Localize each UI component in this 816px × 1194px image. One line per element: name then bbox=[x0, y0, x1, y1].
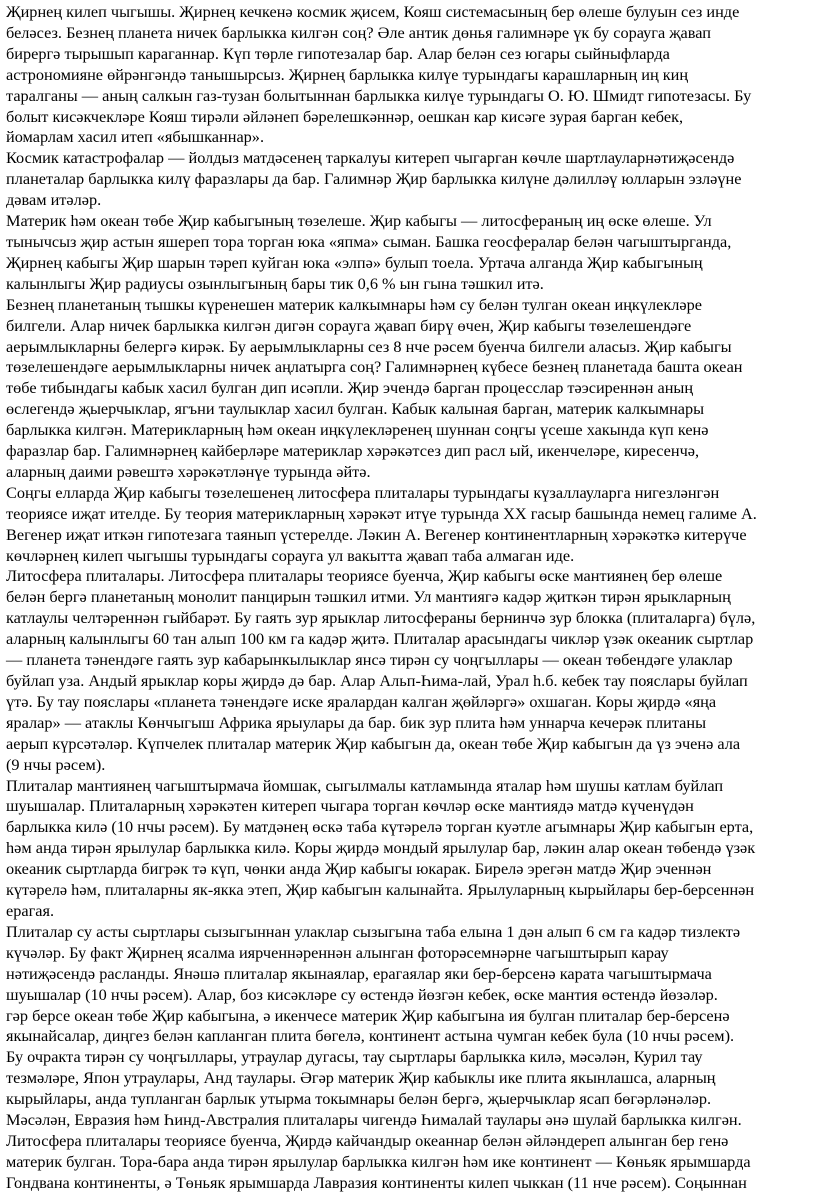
text-line: яралар» — атаклы Көнчыгыш Африка ярыулары да бар. бик зур плита һәм уннарча кечерәк плитаны bbox=[6, 712, 707, 732]
text-line: төзелешендәге аерымлыкларны ничек аңлатырга соң? Галимнәрнең күбесе безнең планетада башта океан bbox=[6, 357, 743, 377]
text-line: теориясе иҗат ителде. Бу теория материкларның хәрәкәт итүе турында XX гасыр башында немец галиме А. bbox=[6, 503, 757, 523]
text-line: Плиталар мантиянең чагыштырмача йомшак, сыгылмалы катламында яталар һәм шушы катлам буйлап bbox=[6, 775, 724, 795]
text-line: аларның калынлыгы 60 тан алып 100 км га кадәр җитә. Плиталар арасындагы чикләр үзәк океаник сыртлар bbox=[6, 629, 754, 649]
paragraph-cosmic-catastrophes bbox=[6, 148, 810, 211]
text-line: бирергә тырышып караганнар. Күп төрле гипотезалар бар. Алар белән сез югары сыйныфларда bbox=[6, 43, 670, 63]
text-line: шуышалар. Плиталарның хәрәкәтен китереп чыгара торган көчләр өске мантиядә матдә күченүдән bbox=[6, 796, 694, 816]
text-line: нәтиҗәсендә расланды. Янәшә плиталар якынаялар, ерагаялар яки бер-берсенә карата чагыштырмача bbox=[6, 963, 712, 983]
text-line: дәвам итәләр. bbox=[6, 190, 102, 210]
paragraph-plate-motion bbox=[6, 776, 810, 922]
paragraph-crust-structure bbox=[6, 211, 810, 295]
text-line: өслегендә җыерчыклар, ягъни таулыклар хасил булган. Кабык калынaя барган, материк калкымнары bbox=[6, 399, 705, 419]
text-line: Соңгы елларда Җир кабыгы төзелешенең литосфера плиталары турындагы күзаллауларга нигезләнгән bbox=[6, 482, 720, 502]
text-line: Бу очракта тирән су чоңгыллары, утраулар дугасы, тау сыртлары барлыкка килә, мәсәлән, Курил тау bbox=[6, 1047, 703, 1067]
text-line: тынычсыз җир астын яшереп тора торган юка «япма» сыман. Башка геосфералар белән чагыштырганда, bbox=[6, 231, 732, 251]
text-line: Литосфера плиталары. Литосфера плиталары теориясе буенча, Җир кабыгы өске мантиянең бер өлеше bbox=[6, 566, 723, 586]
text-line: Гондвана континенты, ә Төньяк ярымшарда Лавразия континенты килеп чыккан (11 нче рәсем). Соңыннан bbox=[6, 1172, 747, 1192]
paragraph-lithosphere-plates bbox=[6, 566, 810, 775]
text-line: океаник сыртларда бигрәк тә күп, чөнки анда Җир кабыгы юкарак. Бирелә эрегән матдә Җир эченнән bbox=[6, 859, 712, 879]
text-line: үтә. Бу тау пояслары «планета тәнендәге иске яралардан калган җөйләргә» охшаган. Коры җирдә «яңа bbox=[6, 691, 717, 711]
text-line: аларның даими рәвештә хәрәкәтләнүе турында әйтә. bbox=[6, 461, 371, 481]
text-line: аерымлыкларны белергә кирәк. Бу аерымлыкларны сез 8 нче рәсем буенча билгели аласыз. Җир кабыгы bbox=[6, 336, 732, 356]
text-line: якынайсалар, диңгез белән капланган плита бөгелә, континент астына чумган кебек була (10 нчы рәсем). bbox=[6, 1026, 735, 1046]
text-line: материк булган. Тора-бара анда тирән ярылулар барлыкка килгән һәм ике континент — Көньяк ярымшарда bbox=[6, 1151, 751, 1171]
paragraph-plate-speed bbox=[6, 922, 810, 1194]
text-line: Мәсәлән, Евразия һәм Һинд-Австралия плиталары чигендә Һималай таулары әнә шулай барлыкка килгән. bbox=[6, 1110, 742, 1130]
text-line: шуышалар (10 нчы рәсем). Алар, боз кисәкләре су өстендә йөзгән кебек, өске мантия өстендә йөзәләр. bbox=[6, 984, 718, 1004]
text-line: аерып күрсәтәләр. Күпчелек плиталар материк Җир кабыгын да, океан төбе Җир кабыгын да үз эченә ала bbox=[6, 733, 741, 753]
text-line: Литосфера плиталары теориясе буенча, Җирдә кайчандыр океаннар белән әйләндереп алынган бер генә bbox=[6, 1130, 729, 1150]
text-line: Вегенер иҗат иткән гипотезага таянып үстерелде. Ләкин А. Вегенер континентларның хәрәкәткә китерүче bbox=[6, 524, 747, 544]
text-line: ерагая. bbox=[6, 900, 55, 920]
text-line: фаразлар бар. Галимнәрнең кайберләре материклар хәрәкәтсез дип расл ый, икенчеләре, киресенчә, bbox=[6, 441, 700, 461]
text-line: кырыйлары, анда тупланган барлык утырма токымнары белән бергә, җыерчыклар ясап бөгәрләнәләр. bbox=[6, 1089, 712, 1109]
text-line: (9 нчы рәсем). bbox=[6, 754, 106, 774]
text-line: белән бергә планетаның монолит панцирын тәшкил итми. Ул мантиягә кадәр җиткән тирән ярыкларның bbox=[6, 587, 731, 607]
text-line: — планета тәнендәге гаять зур кабарынкылыклар янсә тирән су чоңгыллары — океан төбендәге улаклар bbox=[6, 650, 733, 670]
text-line: таралганы — аның салкын газ-тузан болытыннан барлыкка килүе турындагы О. Ю. Шмидт гипотезасы. Бу bbox=[6, 85, 752, 105]
paragraph-earth-origin bbox=[6, 2, 810, 148]
text-line: Җирнең кабыгы Җир шарын тәреп куйган юка «элпә» булып тоела. Уртача алганда Җир кабыгының bbox=[6, 252, 703, 272]
text-line: буйлап уза. Андый ярыклар коры җирдә дә бар. Алар Альп-Һима-лай, Урал һ.б. кебек тау пояслары буйлап bbox=[6, 671, 748, 690]
text-line: планеталар барлыкка килү фаразлары да бар. Галимнәр Җир барлыкка килүне дәлилләү юлларын эзләүне bbox=[6, 169, 742, 189]
text-line: көчләрнең килеп чыгышы турындагы сорауга ул вакытта җавап таба алмаган иде. bbox=[6, 545, 575, 565]
paragraph-planet-appearance bbox=[6, 295, 810, 483]
text-line: беләсез. Безнең планета ничек барлыкка килгән соң? Әле антик дөнья галимнәре үк бу сорауга җавап bbox=[6, 22, 711, 42]
text-line: Безнең планетаның тышкы күренешен материк калкымнары һәм су белән тулган океан иңкүлекләре bbox=[6, 294, 702, 314]
text-line: Плиталар су асты сыртлары сызыгыннан улаклар сызыгына таба елына 1 дән алып 6 см га кадәр тизлектә bbox=[6, 921, 741, 941]
text-line: Космик катастрофалар — йолдыз матдәсенең таркалуы китереп чыгарган көчле шартлауларнәтиҗәсендә bbox=[6, 148, 735, 168]
text-line: күчәләр. Бу факт Җирнең ясалма иярченнәреннән алынган фоторәсемнәрне чагыштырып карау bbox=[6, 942, 669, 962]
text-line: билгели. Алар ничек барлыкка килгән дигән сорауга җавап бирү өчен, Җир кабыгы төзелешендәге bbox=[6, 315, 692, 335]
text-line: күтәрелә һәм, плиталарны як-якка этеп, Җир кабыгын калынайта. Ярылуларның кырыйлары бер-берсеннән bbox=[6, 880, 755, 900]
text-line: гәр берсе океан төбе Җир кабыгына, ә икенчесе материк Җир кабыгына ия булган плиталар бер-берсенә bbox=[6, 1005, 730, 1025]
text-line: Материк һәм океан төбе Җир кабыгының төзелеше. Җир кабыгы — литосфераның иң өске өлеше. Ул bbox=[6, 211, 712, 231]
text-line: болыт кисәкчекләре Кояш тирәли әйләнеп бәрелешкәннәр, оешкан кар кисәге зурая барган кебек, bbox=[6, 106, 684, 126]
text-line: йомарлам хасил итеп «ябышканнар». bbox=[6, 127, 265, 147]
text-line: тезмәләре, Япон утраулары, Анд таулары. Әгәр материк Җир кабыклы ике плита якынлашса, аларның bbox=[6, 1068, 716, 1088]
text-line: төбе тибындагы кабык хасил булган дип исәпли. Җир эчендә барган процесслар тәэсиреннән аның bbox=[6, 378, 694, 398]
text-line: һәм анда тирән ярылулар барлыкка килә. Коры җирдә мондый ярылулар бар, ләкин алар океан төбендә үзәк bbox=[6, 838, 756, 858]
text-line: калынлыгы Җир радиусы озынлыгының бары тик 0,6 % ын гына тәшкил итә. bbox=[6, 273, 544, 293]
text-line: катлаулы челтәреннән гыйбарәт. Бу гаять зур ярыклар литосфераны бернинчә зур блокка (плиталарга) бүлә, bbox=[6, 608, 756, 628]
text-line: барлыкка килә (10 нчы рәсем). Бу матдәнең өскә таба күтәрелә торган куәтле агымнары Җир кабыгын ерта, bbox=[6, 817, 754, 837]
text-line: Җирнең килеп чыгышы. Җирнең кечкенә космик җисем, Кояш системасының бер өлеше булуын сез инде bbox=[6, 2, 740, 21]
paragraph-plate-theory-intro bbox=[6, 483, 810, 567]
text-line: астрономияне өйрәнгәндә танышырсыз. Җирнең барлыкка килүе турындагы карашларның иң киң bbox=[6, 64, 689, 84]
text-line: барлыкка килгән. Материкларның һәм океан иңкүлекләренең шуннан соңгы үсеше хакында күп кенә bbox=[6, 420, 709, 440]
